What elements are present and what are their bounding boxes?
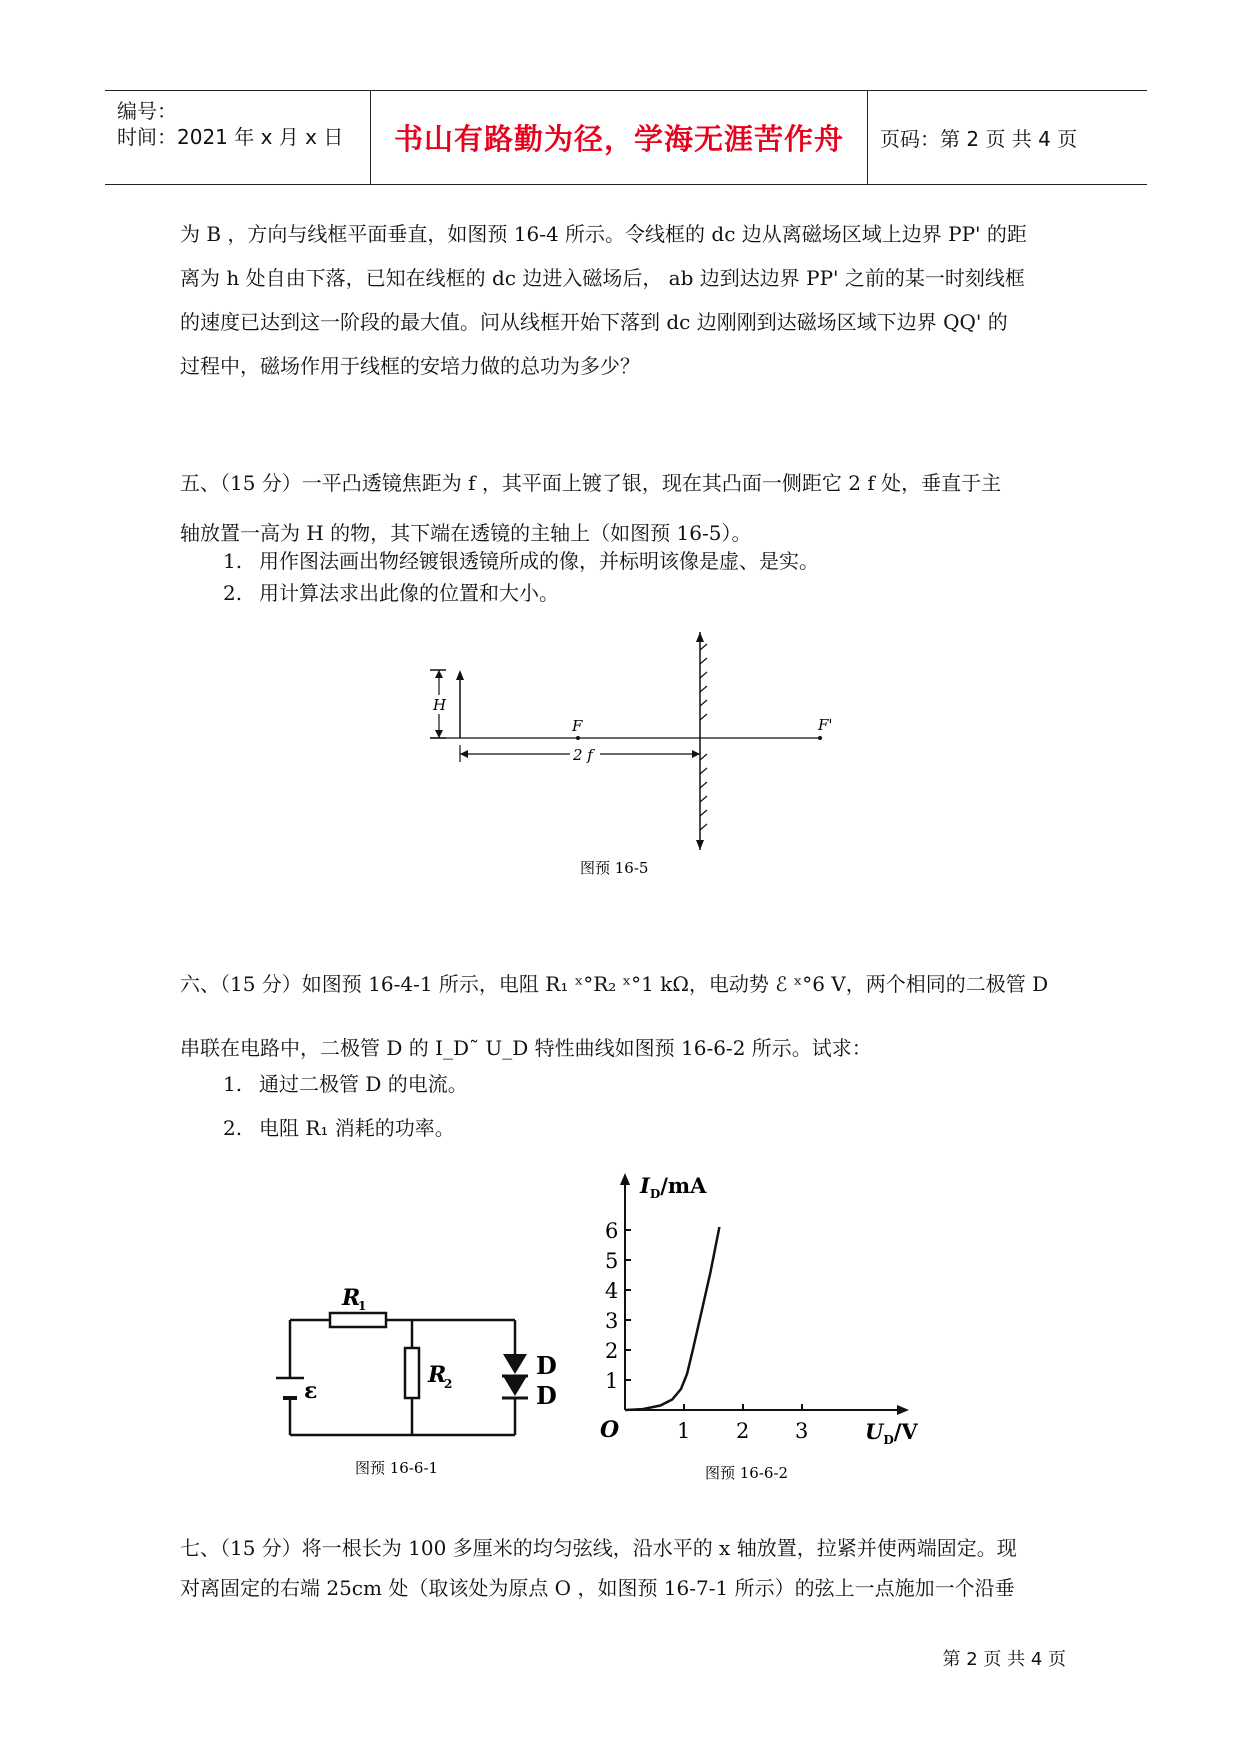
R1-label: R [342,1285,361,1311]
text-line: 为 B ，方向与线框平面垂直，如图预 16-4 所示。令线框的 dc 边从离磁场区域上边界 PP' 的距 [180,222,1027,246]
graph-caption: 图预 16-6-2 [705,1464,789,1482]
question-5-item-2: 2. 用计算法求出此像的位置和大小。 [223,581,559,605]
y-tick-label: 3 [605,1309,619,1333]
page-footer: 第 2 页 共 4 页 [942,1649,1066,1670]
R2-subscript: 2 [444,1377,453,1391]
page-header [105,90,1147,185]
y-tick-label: 5 [605,1249,619,1273]
label-F-prime: F' [818,716,833,734]
x-tick-label: 2 [736,1419,750,1443]
y-tick-label: 4 [605,1279,619,1303]
diode-upper [502,1354,528,1376]
x-tick-label: 1 [677,1419,691,1443]
document-time-label: 时间：2021 年 x 月 x 日 [117,125,344,149]
iv-series-line [625,1227,719,1410]
text-line: 串联在电路中，二极管 D 的 I_D˜ U_D 特性曲线如图预 16-6-2 所示。试求： [180,1036,872,1060]
resistor-R1 [330,1313,386,1327]
x-axis-label: $U_D/V$ [865,1419,918,1447]
text-line: 五、（15 分）一平凸透镜焦距为 f ，其平面上镀了银，现在其凸面一侧距它 2 f 处，垂直于主 [180,471,1002,495]
question-6-item-1: 1. 通过二极管 D 的电流。 [223,1072,468,1096]
y-axis-label: $I_D/mA$ [640,1173,707,1201]
page-number-label: 页码：第 2 页 共 4 页 [880,127,1078,151]
text-line: 的速度已达到这一阶段的最大值。问从线框开始下落到 dc 边刚刚到达磁场区域下边界 QQ' 的 [180,310,1008,334]
diode-label-2: D [536,1381,557,1410]
text-line: 过程中，磁场作用于线框的安培力做的总功为多少？ [180,354,640,378]
question-6-item-2: 2. 电阻 R₁ 消耗的功率。 [223,1116,455,1140]
text-line: 离为 h 处自由下落，已知在线框的 dc 边进入磁场后， ab 边到达边界 PP' 之前的某一时刻线框 [180,266,1025,290]
motto-text: 书山有路勤为径，学海无涯苦作舟 [393,122,844,156]
lens-figure [430,630,860,885]
question-4-continued [180,212,1075,388]
resistor-R2 [405,1348,419,1398]
x-tick-label: 3 [795,1419,809,1443]
text-line: 对离固定的右端 25cm 处（取该处为原点 O ，如图预 16-7-1 所示）的弦上一点施加一个沿垂 [180,1576,1015,1600]
diode-lower [502,1376,528,1398]
R1-subscript: 1 [358,1299,367,1313]
question-6 [180,952,1075,1080]
question-5 [180,458,1075,558]
y-tick-label: 2 [605,1339,619,1363]
circuit-caption: 图预 16-6-1 [355,1459,439,1477]
label-H: H [433,696,447,714]
y-tick-label: 1 [605,1369,619,1393]
y-tick-label: 6 [605,1219,619,1243]
diode-label-1: D [536,1351,557,1380]
text-line: 六、（15 分）如图预 16-4-1 所示，电阻 R₁ ˣ°R₂ ˣ°1 kΩ，电动势 ℰ ˣ°6 V，两个相同的二极管 D [180,972,1049,996]
figure-caption: 图预 16-5 [580,859,649,877]
text-line: 轴放置一高为 H 的物，其下端在透镜的主轴上（如图预 16-5）。 [180,521,752,545]
emf-label: ε [304,1378,318,1404]
label-2f: 2 f [573,746,593,764]
circuit-figure [270,1270,580,1480]
header-left-cell [105,91,370,184]
header-motto-cell [370,91,868,184]
text-line: 七、（15 分）将一根长为 100 多厘米的均匀弦线，沿水平的 x 轴放置，拉紧并使两端固定。现 [180,1536,1017,1560]
document-number-label: 编号： [117,99,177,123]
R2-label: R [428,1362,447,1388]
origin-label: O [600,1417,620,1443]
label-F: F [572,717,583,735]
question-5-item-1: 1. 用作图法画出物经镀银透镜所成的像，并标明该像是虚、是实。 [223,549,819,573]
header-page-cell [868,91,1147,184]
question-7 [180,1528,1075,1608]
iv-curve-chart [600,1165,940,1485]
